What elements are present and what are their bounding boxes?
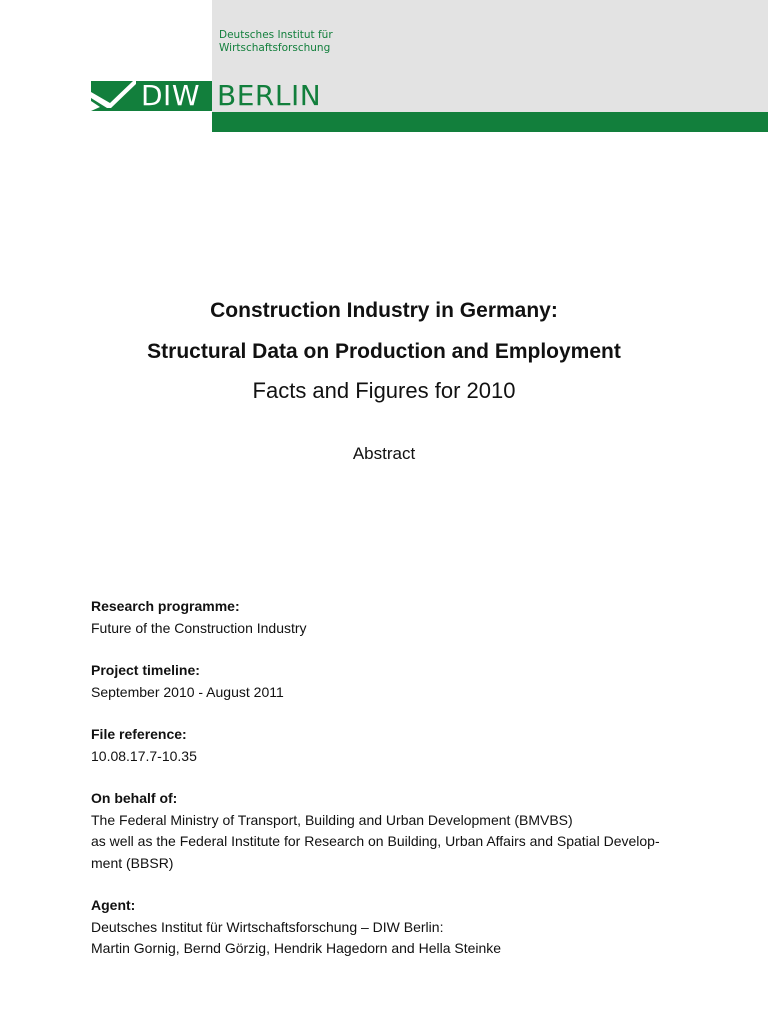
diw-logo-mark-icon <box>91 81 136 111</box>
title-line-1: Construction Industry in Germany: <box>210 299 558 322</box>
document-subtitle: Facts and Figures for 2010 <box>252 378 516 403</box>
meta-value: ment (BBSR) <box>91 854 174 871</box>
institute-name-line2: Wirtschaftsforschung <box>219 42 331 54</box>
meta-label: Project timeline: <box>91 662 200 678</box>
meta-value: Martin Gornig, Bernd Görzig, Hendrik Hagedorn and Hella Steinke <box>91 940 502 956</box>
project-details <box>91 596 691 981</box>
institute-name <box>219 29 333 55</box>
meta-label: Research programme: <box>91 598 240 614</box>
logo-berlin-text: BERLIN <box>217 79 322 112</box>
header-green-stripe <box>212 112 768 132</box>
meta-on-behalf-of <box>91 788 691 874</box>
meta-label: On behalf of: <box>91 790 178 806</box>
meta-value: as well as the Federal Institute for Research on Building, Urban Affairs and Spatial Develop- <box>91 833 660 849</box>
institute-name-line1: Deutsches Institut für <box>219 29 333 41</box>
meta-research-programme <box>91 596 691 639</box>
meta-value: September 2010 - August 2011 <box>91 683 284 700</box>
title-line-2: Structural Data on Production and Employment <box>147 340 621 363</box>
document-title <box>0 290 768 410</box>
abstract-label: Abstract <box>352 444 416 463</box>
meta-value: The Federal Ministry of Transport, Building and Urban Development (BMVBS) <box>91 811 573 828</box>
meta-agent <box>91 895 691 960</box>
meta-label: Agent: <box>91 897 136 913</box>
meta-value: Deutsches Institut für Wirtschaftsforschung – DIW Berlin: <box>91 918 444 935</box>
meta-value: Future of the Construction Industry <box>91 619 307 636</box>
logo-diw-text: DIW <box>141 79 201 112</box>
meta-value: 10.08.17.7-10.35 <box>91 747 197 764</box>
meta-label: File reference: <box>91 726 187 742</box>
meta-file-reference <box>91 724 691 767</box>
meta-project-timeline <box>91 660 691 703</box>
